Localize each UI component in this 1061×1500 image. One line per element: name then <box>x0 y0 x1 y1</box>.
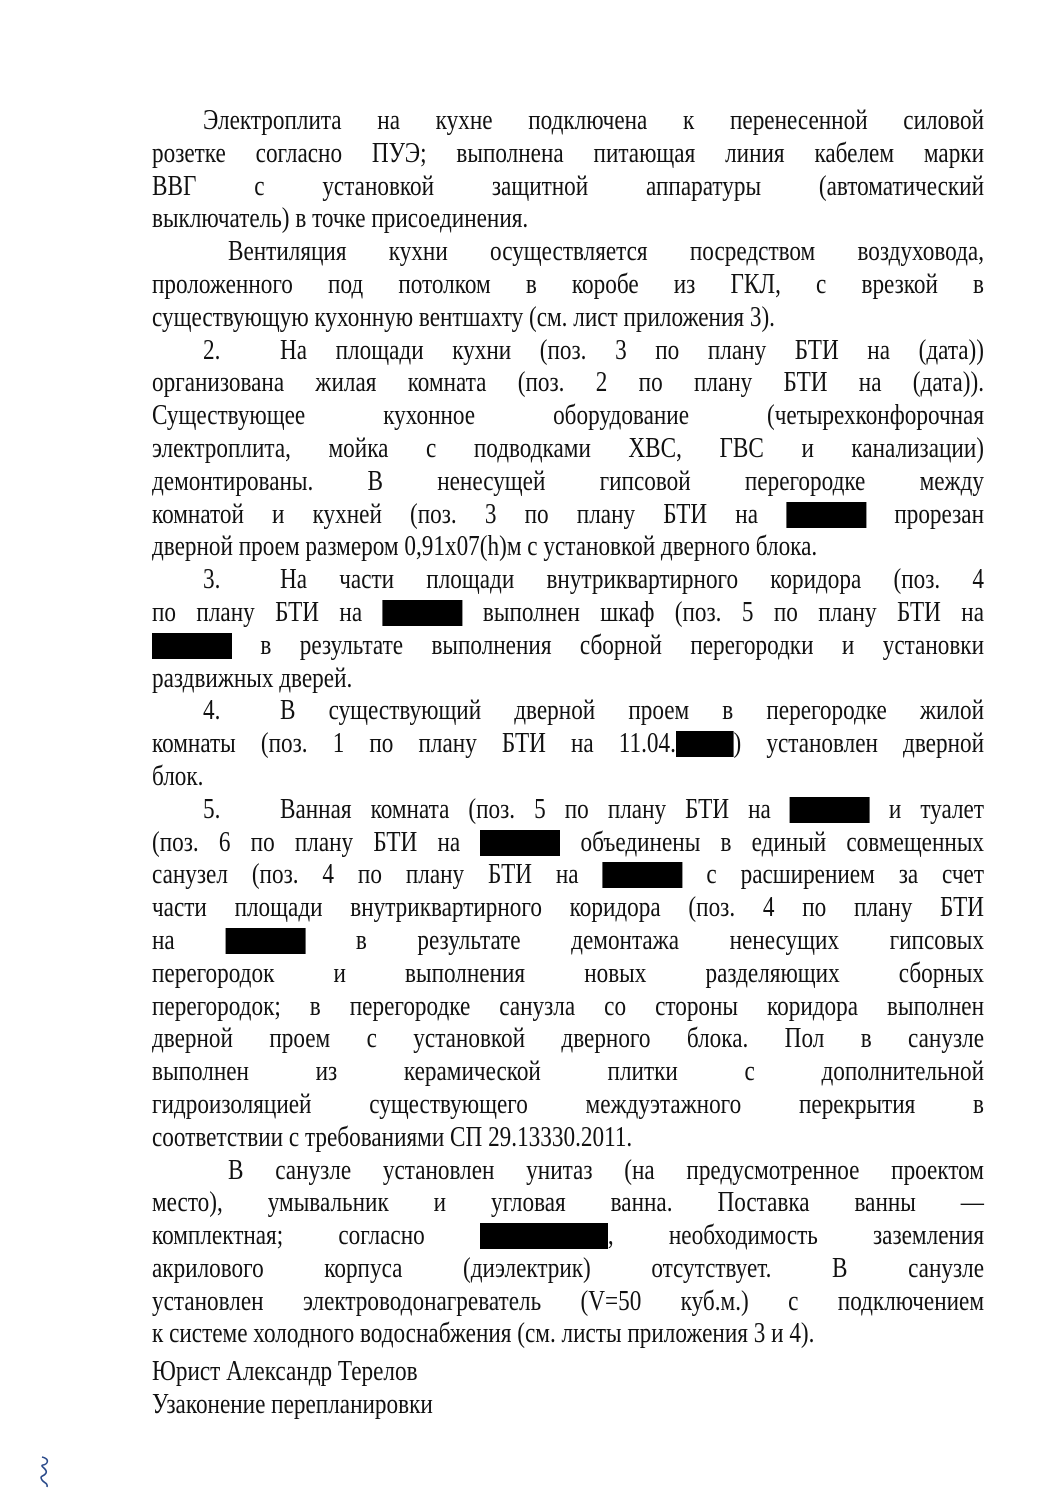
line-text: выключатель) в точке присоединения. <box>152 202 529 235</box>
text-line <box>152 694 984 727</box>
text-line <box>152 498 984 531</box>
text-line <box>152 760 984 793</box>
line-text: проложенного под потолком в коробе из ГКЛ, с врезкой в <box>152 267 984 300</box>
line-text: раздвижных дверей. <box>152 661 353 694</box>
text-line <box>152 366 984 399</box>
text-line <box>152 629 984 662</box>
line-text: перегородок; в перегородке санузла со стороны коридора выполнен <box>152 989 984 1022</box>
text-line <box>152 727 984 760</box>
signature-subtitle: Узаконение перепланировки <box>152 1387 433 1420</box>
line-text: дверной проем размером 0,91х07(h)м с установкой дверного блока. <box>152 530 818 563</box>
line-text: Электроплита на кухне подключена к перенесенной силовой <box>203 104 984 136</box>
item-number: 2. <box>203 333 221 366</box>
text-line <box>152 1055 984 1088</box>
text-line <box>152 1317 984 1350</box>
line-text: демонтированы. В ненесущей гипсовой перегородке между <box>152 464 984 497</box>
text-line <box>152 170 984 203</box>
text-line <box>152 235 984 268</box>
paragraph <box>152 793 984 1154</box>
line-text: по плану БТИ на выполнен шкаф (поз. 5 по плану БТИ на <box>152 595 985 628</box>
text-line <box>152 137 984 170</box>
line-text: На площади кухни (поз. 3 по плану БТИ на (дата)) <box>280 333 984 366</box>
line-text: розетке согласно ПУЭ; выполнена питающая линия кабелем марки <box>152 136 984 169</box>
line-text: ВВГ с установкой защитной аппаратуры (автоматический <box>152 169 984 202</box>
line-text: гидроизоляцией существующего междуэтажного перекрытия в <box>152 1087 984 1120</box>
paragraph <box>152 104 984 235</box>
paragraph <box>152 1154 984 1351</box>
line-text: существующую кухонную вентшахту (см. лист приложения 3). <box>152 300 775 333</box>
text-line <box>152 924 984 957</box>
redaction-box <box>480 1223 608 1249</box>
redaction-box <box>676 731 734 757</box>
line-text: акрилового корпуса (диэлектрик) отсутствует. В санузле <box>152 1251 984 1284</box>
handwritten-mark-icon <box>36 1455 56 1489</box>
redaction-box <box>786 502 866 528</box>
line-text: Ванная комната (поз. 5 по плану БТИ на и туалет <box>280 792 984 825</box>
text-line <box>152 858 984 891</box>
line-text: комнатой и кухней (поз. 3 по плану БТИ на прорезан <box>152 497 984 530</box>
line-text: выполнен из керамической плитки с дополнительной <box>152 1055 984 1088</box>
text-line <box>152 793 984 826</box>
text-line <box>152 1088 984 1121</box>
author-name: Юрист Александр Терелов <box>152 1355 418 1387</box>
text-line <box>152 432 984 465</box>
text-line <box>152 826 984 859</box>
line-text: установлен электроводонагреватель (V=50 куб.м.) с подключением <box>152 1284 984 1317</box>
line-text: перегородок и выполнения новых разделяющих сборных <box>152 956 984 989</box>
line-text: место), умывальник и угловая ванна. Поставка ванны — <box>152 1186 984 1219</box>
text-line <box>152 662 984 695</box>
text-line <box>152 301 984 334</box>
line-text: На части площади внутриквартирного коридора (поз. 4 <box>280 563 984 596</box>
text-line <box>152 104 984 137</box>
line-text: в результате выполнения сборной перегородки и установки <box>152 629 984 662</box>
line-text: Вентиляция кухни осуществляется посредством воздуховода, <box>228 235 984 268</box>
text-line <box>152 399 984 432</box>
text-line <box>152 1022 984 1055</box>
line-text: санузел (поз. 4 по плану БТИ на с расширением за счет <box>152 858 984 891</box>
redaction-box <box>225 928 305 954</box>
redaction-box <box>603 862 683 888</box>
text-line <box>152 202 984 235</box>
line-text: комнаты (поз. 1 по плану БТИ на 11.04. ) установлен дверной <box>152 727 984 760</box>
line-text: части площади внутриквартирного коридора (поз. 4 по плану БТИ <box>152 891 984 924</box>
text-line <box>152 1186 984 1219</box>
text-line <box>152 1252 984 1285</box>
paragraph <box>152 563 984 694</box>
document-body <box>152 104 984 1350</box>
text-line <box>152 596 984 629</box>
line-text: электроплита, мойка с подводками ХВС, ГВС и канализации) <box>152 431 984 464</box>
item-number: 4. <box>203 694 221 727</box>
text-line <box>152 334 984 367</box>
text-line <box>152 563 984 596</box>
line-text: соответствии с требованиями СП 29.13330.2011. <box>152 1120 633 1153</box>
redaction-box <box>790 797 870 823</box>
line-text: блок. <box>152 759 204 792</box>
text-line <box>152 268 984 301</box>
text-line <box>152 1121 984 1154</box>
item-number: 5. <box>203 792 221 825</box>
line-text: В существующий дверной проем в перегородке жилой <box>280 694 984 727</box>
line-text: к системе холодного водоснабжения (см. листы приложения 3 и 4). <box>152 1317 815 1350</box>
signature-block <box>152 1355 503 1421</box>
line-text: Существующее кухонное оборудование (четырехконфорочная <box>152 399 984 432</box>
paragraph <box>152 334 984 564</box>
text-line <box>152 530 984 563</box>
redaction-box <box>480 830 560 856</box>
line-text: (поз. 6 по плану БТИ на объединены в единый совмещенных <box>152 825 985 858</box>
paragraph <box>152 694 984 792</box>
redaction-box <box>383 600 463 626</box>
line-text: дверной проем с установкой дверного блока. Пол в санузле <box>152 1022 984 1055</box>
redaction-box <box>152 633 232 659</box>
text-line <box>152 891 984 924</box>
line-text: В санузле установлен унитаз (на предусмотренное проектом <box>228 1153 984 1186</box>
text-line <box>152 465 984 498</box>
text-line <box>152 1285 984 1318</box>
text-line <box>152 1219 984 1252</box>
paragraph <box>152 235 984 333</box>
text-line <box>152 957 984 990</box>
line-text: на в результате демонтажа ненесущих гипсовых <box>152 923 984 956</box>
line-text: комплектная; согласно , необходимость заземления <box>152 1219 984 1252</box>
item-number: 3. <box>203 563 221 596</box>
text-line <box>152 1154 984 1187</box>
text-line <box>152 990 984 1023</box>
line-text: организована жилая комната (поз. 2 по плану БТИ на (дата)). <box>152 366 984 399</box>
